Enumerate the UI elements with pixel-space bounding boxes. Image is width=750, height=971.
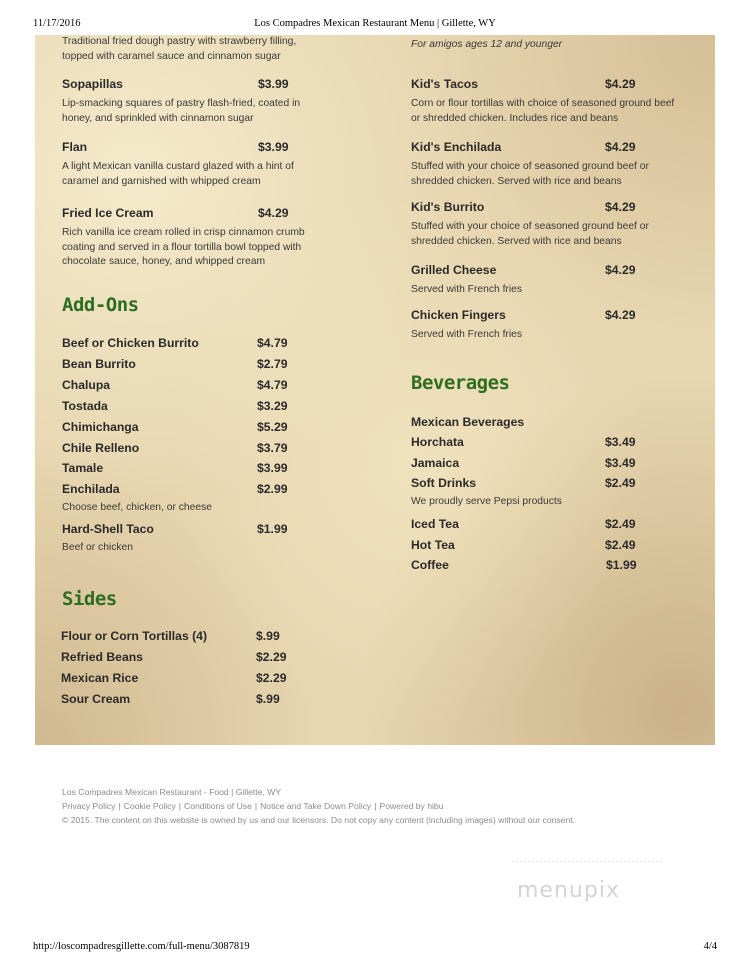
item-name: Kid's Enchilada	[411, 140, 502, 154]
footer-restaurant-line: Los Compadres Mexican Restaurant - Food | Gillette, WY	[62, 787, 282, 797]
item-price: $2.49	[605, 476, 636, 490]
item-name: Sour Cream	[61, 692, 131, 706]
item-name: Kid's Tacos	[411, 77, 479, 91]
footer-link-privacy[interactable]: Privacy Policy	[62, 801, 116, 811]
item-name: Hard-Shell Taco	[62, 522, 154, 536]
item-description: A light Mexican vanilla custard glazed with a hint of caramel and garnished with whipped cream	[62, 161, 294, 187]
item-name: Hot Tea	[411, 538, 455, 552]
item-description: Served with French fries	[411, 284, 523, 295]
print-date: 11/17/2016	[33, 18, 81, 29]
section-title-sides: Sides	[62, 588, 117, 610]
item-description: Served with French fries	[411, 329, 523, 340]
item-price: $5.29	[257, 420, 288, 434]
item-name: Soft Drinks	[411, 476, 477, 490]
print-header	[0, 18, 750, 32]
footer-link-powered-by[interactable]: Powered by hibu	[379, 801, 444, 811]
item-name: Iced Tea	[411, 517, 459, 531]
section-title-addons: Add-Ons	[62, 294, 139, 316]
item-price: $3.79	[257, 441, 288, 455]
item-description: Stuffed with your choice of seasoned ground beef or shredded chicken. Served with rice and beans	[411, 161, 649, 187]
beverages-subheading: Mexican Beverages	[411, 415, 525, 429]
item-name: Horchata	[411, 435, 464, 449]
item-price: $2.29	[256, 671, 287, 685]
item-name: Enchilada	[62, 482, 120, 496]
footer-link-cookie[interactable]: Cookie Policy	[123, 801, 176, 811]
item-name: Flan	[62, 140, 88, 154]
print-page-number: 4/4	[703, 941, 717, 952]
item-price: $3.99	[258, 140, 289, 154]
item-price: $4.29	[605, 308, 636, 322]
item-price: $4.79	[257, 378, 288, 392]
item-price: $2.49	[605, 517, 636, 531]
item-description: We proudly serve Pepsi products	[411, 496, 562, 507]
item-name: Grilled Cheese	[411, 263, 497, 277]
item-price: $2.79	[257, 357, 288, 371]
item-name: Tostada	[62, 399, 108, 413]
footer-links: Privacy Policy | Cookie Policy | Conditions of Use | Notice and Take Down Policy | Powered by hibu	[62, 801, 444, 811]
item-price: $2.99	[257, 482, 288, 496]
item-name: Chimichanga	[62, 420, 139, 434]
item-name: Bean Burrito	[62, 357, 136, 371]
item-description: Lip-smacking squares of pastry flash-fried, coated in honey, and sprinkled with cinnamon sugar	[62, 98, 301, 124]
watermark-divider	[512, 861, 662, 862]
item-price: $4.29	[605, 140, 636, 154]
print-url: http://loscompadresgillette.com/full-menu/3087819	[33, 941, 250, 952]
item-description: Choose beef, chicken, or cheese	[62, 502, 212, 513]
item-price: $2.49	[605, 538, 636, 552]
item-name: Chile Relleno	[62, 441, 140, 455]
item-name: Flour or Corn Tortillas (4)	[61, 629, 208, 643]
item-name: Jamaica	[411, 456, 460, 470]
item-name: Kid's Burrito	[411, 200, 485, 214]
section-title-beverages: Beverages	[411, 372, 510, 394]
footer-link-conditions[interactable]: Conditions of Use	[184, 801, 252, 811]
item-name: Mexican Rice	[61, 671, 139, 685]
item-price: $.99	[256, 629, 280, 643]
item-price: $4.29	[605, 263, 636, 277]
item-description: Rich vanilla ice cream rolled in crisp cinnamon crumb coating and served in a flour tortilla bowl topped with chocolate sauce, honey, and whipped cream	[62, 227, 305, 267]
item-description: Beef or chicken	[62, 542, 133, 553]
item-name: Beef or Chicken Burrito	[62, 336, 199, 350]
item-price: $4.29	[605, 200, 636, 214]
item-price: $1.99	[606, 558, 637, 572]
item-name: Chicken Fingers	[411, 308, 506, 322]
footer-link-notice[interactable]: Notice and Take Down Policy	[260, 801, 372, 811]
item-price: $4.29	[258, 206, 289, 220]
item-price: $3.29	[257, 399, 288, 413]
item-price: $4.79	[257, 336, 288, 350]
item-name: Coffee	[411, 558, 449, 572]
item-name: Fried Ice Cream	[62, 206, 154, 220]
kids-note: For amigos ages 12 and younger	[411, 39, 563, 50]
item-price: $.99	[256, 692, 280, 706]
item-description: Corn or flour tortillas with choice of seasoned ground beef or shredded chicken. Includes rice and beans	[411, 98, 675, 124]
item-name: Chalupa	[62, 378, 111, 392]
item-price: $3.49	[605, 435, 636, 449]
item-description: Stuffed with your choice of seasoned ground beef or shredded chicken. Served with rice and beans	[411, 221, 649, 247]
footer-copyright: © 2015. The content on this website is owned by us and our licensors. Do not copy any content (including images) without our consent.	[62, 815, 576, 825]
item-price: $2.29	[256, 650, 287, 664]
site-footer	[62, 785, 575, 827]
item-price: $1.99	[257, 522, 288, 536]
item-price: $4.29	[605, 77, 636, 91]
item-price: $3.99	[258, 77, 289, 91]
print-title: Los Compadres Mexican Restaurant Menu | Gillette, WY	[254, 18, 496, 29]
item-name: Tamale	[62, 461, 104, 475]
item-name: Refried Beans	[61, 650, 143, 664]
menu-panel	[35, 35, 715, 745]
menupix-watermark: menupix	[517, 878, 620, 903]
item-description: Traditional fried dough pastry with strawberry filling, topped with caramel sauce and cinnamon sugar	[62, 36, 297, 62]
item-name: Sopapillas	[62, 77, 123, 91]
item-price: $3.49	[605, 456, 636, 470]
item-price: $3.99	[257, 461, 288, 475]
